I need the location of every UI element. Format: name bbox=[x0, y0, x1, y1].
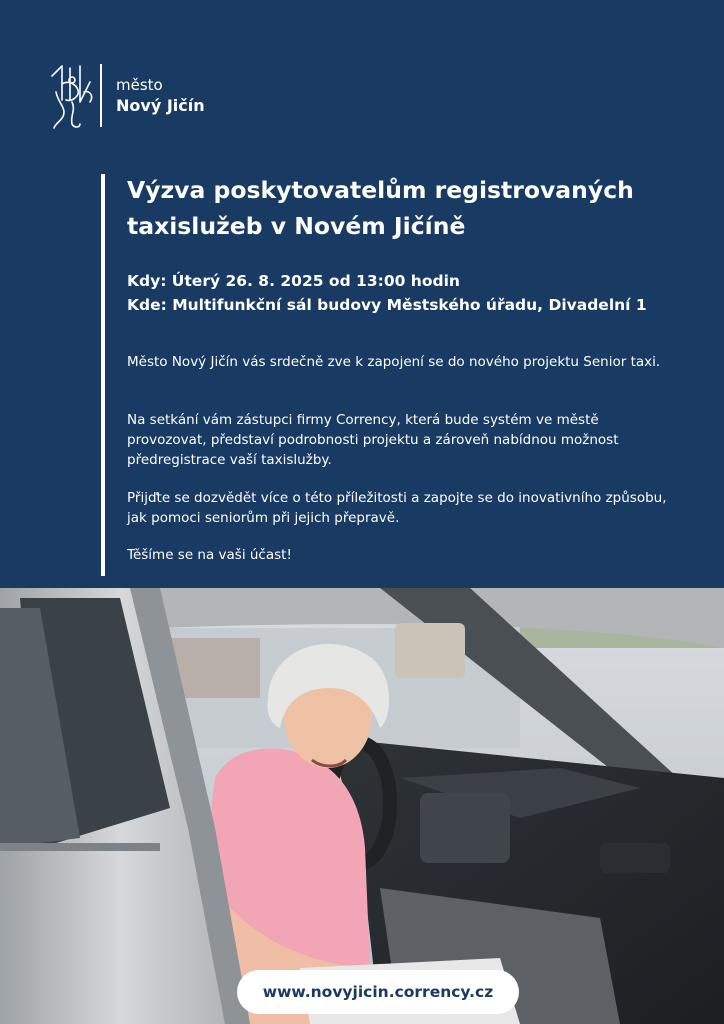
event-date: Kdy: Úterý 26. 8. 2025 od 13:00 hodin bbox=[127, 272, 460, 290]
logo-city-label: město bbox=[116, 76, 163, 94]
logo-city-name: Nový Jičín bbox=[116, 96, 205, 115]
paragraph-call-to-action: Přijďte se dozvědět více o této příležitosti a zapojte se do inovativního způsobu, jak pomoci seniorům při jejich přepravě. bbox=[127, 490, 667, 526]
website-link-pill[interactable] bbox=[237, 970, 519, 1014]
paragraph-details: Na setkání vám zástupci firmy Corrency, která bude systém ve městě provozovat, představí podrobnosti projektu a zároveň nabídnou možnost předregistrace vaší taxislužby. bbox=[127, 412, 619, 468]
website-url[interactable]: www.novyjicin.corrency.cz bbox=[262, 983, 494, 1001]
logo-divider bbox=[100, 64, 102, 127]
senior-in-car-photo bbox=[0, 588, 724, 1024]
paragraph-closing: Těšíme se na vaši účast! bbox=[127, 547, 292, 563]
page-title bbox=[127, 172, 687, 244]
title-line-2: taxislužeb v Novém Jičíně bbox=[127, 212, 466, 240]
accent-bar bbox=[101, 174, 105, 576]
event-location: Kde: Multifunkční sál budovy Městského úřadu, Divadelní 1 bbox=[127, 296, 647, 314]
title-line-1: Výzva poskytovatelům registrovaných bbox=[127, 176, 634, 204]
paragraph-intro: Město Nový Jičín vás srdečně zve k zapojení se do nového projektu Senior taxi. bbox=[127, 354, 661, 370]
